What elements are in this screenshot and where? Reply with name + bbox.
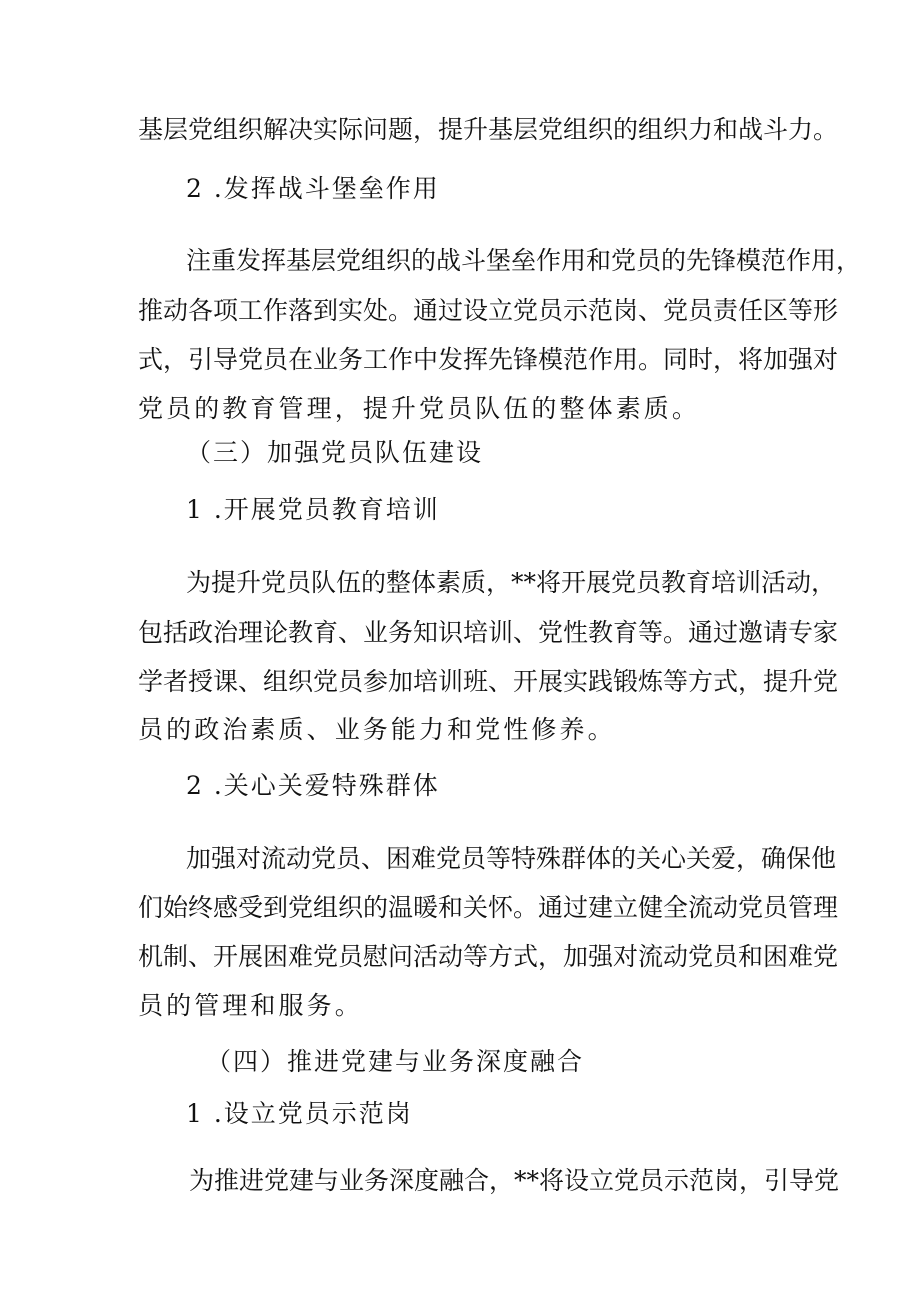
paragraph-line: 式，引导党员在业务工作中发挥先锋模范作用。同时，将加强对 <box>138 345 839 374</box>
paragraph-line: 加强对流动党员、困难党员等特殊群体的关心关爱，确保他 <box>186 844 837 873</box>
paragraph-line: 们始终感受到党组织的温暖和关怀。通过建立健全流动党员管理 <box>138 893 839 922</box>
paragraph-line: 推动各项工作落到实处。通过设立党员示范岗、党员责任区等形 <box>138 296 839 325</box>
section-heading: 1 .开展党员教育培训 <box>186 495 440 524</box>
paragraph-line: 机制、开展困难党员慰问活动等方式，加强对流动党员和困难党 <box>138 942 839 971</box>
paragraph-line: 党员的教育管理，提升党员队伍的整体素质。 <box>138 394 701 423</box>
paragraph-line: 学者授课、组织党员参加培训班、开展实践锻炼等方式，提升党 <box>138 667 839 696</box>
section-heading: 2 .关心关爱特殊群体 <box>186 771 440 800</box>
paragraph-line: 为提升党员队伍的整体素质，**将开展党员教育培训活动， <box>186 568 837 597</box>
paragraph-line: 员的管理和服务。 <box>138 991 363 1020</box>
section-heading: 2 .发挥战斗堡垒作用 <box>186 174 440 203</box>
paragraph-line: 基层党组织解决实际问题，提升基层党组织的组织力和战斗力。 <box>138 115 839 144</box>
paragraph-line: 包括政治理论教育、业务知识培训、党性教育等。通过邀请专家 <box>138 618 839 647</box>
section-heading: 1 .设立党员示范岗 <box>186 1099 413 1128</box>
paragraph-line: 为推进党建与业务深度融合，**将设立党员示范岗，引导党 <box>189 1166 840 1195</box>
section-heading: （三）加强党员队伍建设 <box>186 438 484 467</box>
section-heading: （四）推进党建与业务深度融合 <box>206 1047 585 1076</box>
paragraph-line: 注重发挥基层党组织的战斗堡垒作用和党员的先锋模范作用， <box>186 246 862 275</box>
paragraph-line: 员的政治素质、业务能力和党性修养。 <box>138 715 616 744</box>
